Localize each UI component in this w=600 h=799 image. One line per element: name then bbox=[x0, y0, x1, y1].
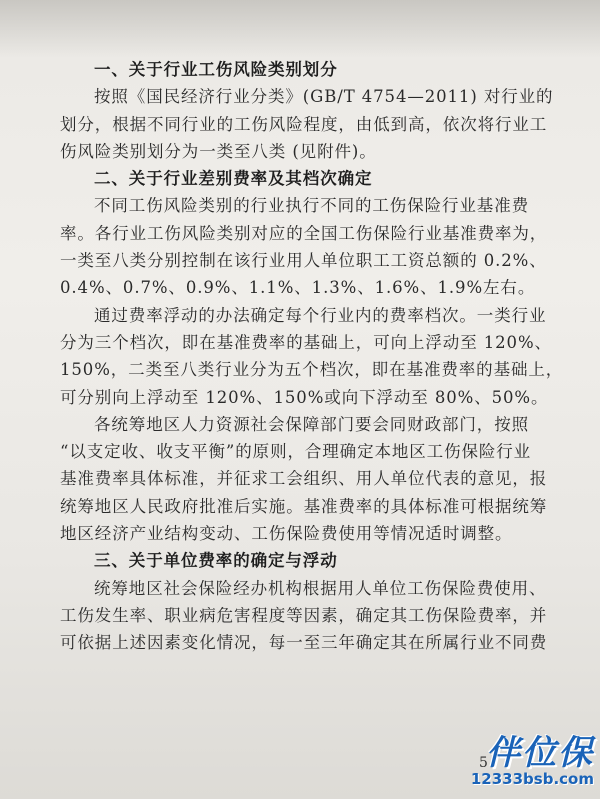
text-line: 基准费率具体标准，并征求工会组织、用人单位代表的意见，报 bbox=[60, 469, 548, 489]
watermark-logo-text: 伴位保 bbox=[486, 733, 594, 773]
text-line: 可依据上述因素变化情况，每一至三年确定其在所属行业不同费 bbox=[60, 633, 548, 653]
text-line: 0.4%、0.7%、0.9%、1.1%、1.3%、1.6%、1.9%左右。 bbox=[60, 278, 536, 298]
text-line: “以支定收、收支平衡”的原则，合理确定本地区工伤保险行业 bbox=[60, 442, 532, 462]
text-line: 150%，二类至八类行业分为五个档次，即在基准费率的基础上， bbox=[60, 360, 564, 380]
watermark-url: 12333bsb.com bbox=[470, 770, 594, 788]
text-line: 统筹地区社会保险经办机构根据用人单位工伤保险费使用、 bbox=[94, 578, 547, 598]
text-line: 不同工伤风险类别的行业执行不同的工伤保险行业基准费 bbox=[94, 196, 529, 216]
text-line: 率。各行业工伤风险类别对应的全国工伤保险行业基准费率为， bbox=[60, 223, 548, 243]
text-line: 按照《国民经济行业分类》(GB/T 4754—2011) 对行业的 bbox=[94, 87, 554, 107]
page-number: 5 bbox=[479, 755, 488, 771]
text-line: 分为三个档次，即在基准费率的基础上，可向上浮动至 120%、 bbox=[60, 332, 552, 352]
text-line: 地区经济产业结构变动、工伤保险费使用等情况适时调整。 bbox=[60, 524, 513, 544]
text-line: 统筹地区人民政府批准后实施。基准费率的具体标准可根据统筹 bbox=[60, 496, 548, 516]
section-heading: 一、关于行业工伤风险类别划分 bbox=[94, 60, 338, 79]
text-line: 各统筹地区人力资源社会保障部门要会同财政部门，按照 bbox=[94, 414, 529, 434]
text-line: 可分别向上浮动至 120%、150%或向下浮动至 80%、50%。 bbox=[60, 387, 549, 407]
text-line: 通过费率浮动的办法确定每个行业内的费率档次。一类行业 bbox=[94, 305, 547, 325]
document-body bbox=[60, 56, 580, 657]
watermark-logo bbox=[394, 725, 594, 795]
text-line: 伤风险类别划分为一类至八类 (见附件)。 bbox=[60, 141, 377, 161]
section-heading: 三、关于单位费率的确定与浮动 bbox=[94, 551, 338, 571]
text-line: 一类至八类分别控制在该行业用人单位职工工资总额的 0.2%、 bbox=[60, 251, 547, 271]
section-heading: 二、关于行业差别费率及其档次确定 bbox=[94, 169, 373, 189]
text-line: 工伤发生率、职业病危害程度等因素，确定其工伤保险费率，并 bbox=[60, 605, 548, 625]
page-edge-shadow bbox=[0, 0, 600, 58]
text-line: 划分，根据不同行业的工伤风险程度，由低到高，依次将行业工 bbox=[60, 114, 548, 134]
